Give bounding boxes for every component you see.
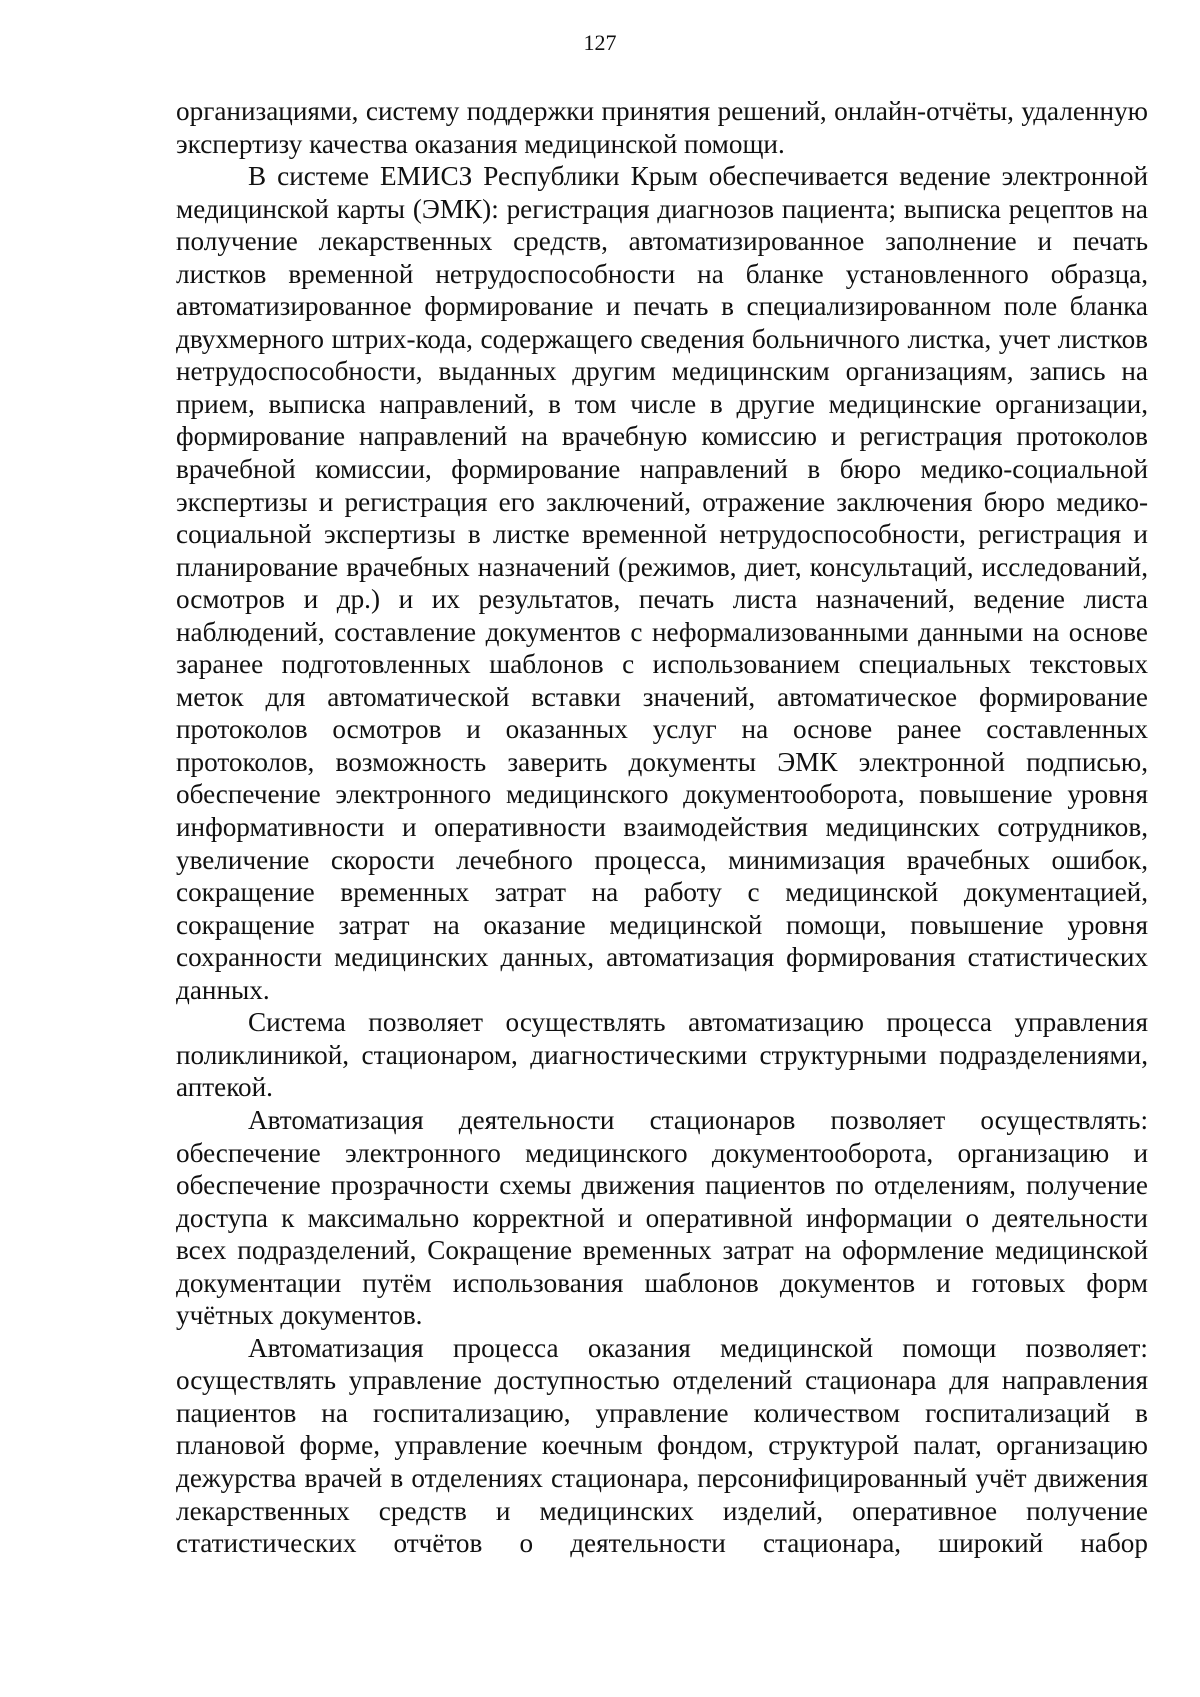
- page-number: 127: [583, 30, 617, 55]
- paragraph-continuation: организациями, систему поддержки принятия решений, онлайн-отчёты, удаленную экспертизу качества оказания медицинской помощи.: [176, 96, 1148, 159]
- document-body: [176, 95, 1148, 1560]
- paragraph-hospital-automation: Автоматизация деятельности стационаров позволяет осуществлять: обеспечение электронного медицинского документооборота, организацию и обеспечение прозрачности схемы движения пациентов по отделениям, получение доступа к максимально корректной и оперативной информации о деятельности всех подразделений, Сокращение временных затрат на оформление медицинской документации путём использования шаблонов документов и готовых форм учётных документов.: [176, 1104, 1148, 1331]
- paragraph-medical-care-automation: Автоматизация процесса оказания медицинской помощи позволяет: осуществлять управление доступностью отделений стационара для направления пациентов на госпитализацию, управление количеством госпитализаций в плановой форме, управление коечным фондом, структурой палат, организацию дежурства врачей в отделениях стационара, персонифицированный учёт движения лекарственных средств и медицинских изделий, оперативное получение статистических отчётов о деятельности стационара, широкий набор: [176, 1332, 1148, 1559]
- paragraph-system-automation: Система позволяет осуществлять автоматизацию процесса управления поликлиникой, стационаром, диагностическими структурными подразделениями, аптекой.: [176, 1007, 1148, 1103]
- paragraph-emisz-emk: В системе ЕМИСЗ Республики Крым обеспечивается ведение электронной медицинской карты (ЭМК): регистрация диагнозов пациента; выписка рецептов на получение лекарственных средств, автоматизированное заполнение и печать листков временной нетрудоспособности на бланке установленного образца, автоматизированное формирование и печать в специализированном поле бланка двухмерного штрих-кода, содержащего сведения больничного листка, учет листков нетрудоспособности, выданных другим медицинским организациям, запись на прием, выписка направлений, в том числе в другие медицинские организации, формирование направлений на врачебную комиссию и регистрация протоколов врачебной комиссии, формирование направлений в бюро медико-социальной экспертизы и регистрация его заключений, отражение заключения бюро медико-социальной экспертизы в листке временной нетрудоспособности, регистрация и планирование врачебных назначений (режимов, диет, консультаций, исследований, осмотров и др.) и их результатов, печать листа назначений, ведение листа наблюдений, составление документов с неформализованными данными на основе заранее подготовленных шаблонов с использованием специальных текстовых меток для автоматической вставки значений, автоматическое формирование протоколов осмотров и оказанных услуг на основе ранее составленных протоколов, возможность заверить документы ЭМК электронной подписью, обеспечение электронного медицинского документооборота, повышение уровня информативности и оперативности взаимодействия медицинских сотрудников, увеличение скорости лечебного процесса, минимизация врачебных ошибок, сокращение временных затрат на работу с медицинской документацией, сокращение затрат на оказание медицинской помощи, повышение уровня сохранности медицинских данных, автоматизация формирования статистических данных.: [176, 161, 1148, 1005]
